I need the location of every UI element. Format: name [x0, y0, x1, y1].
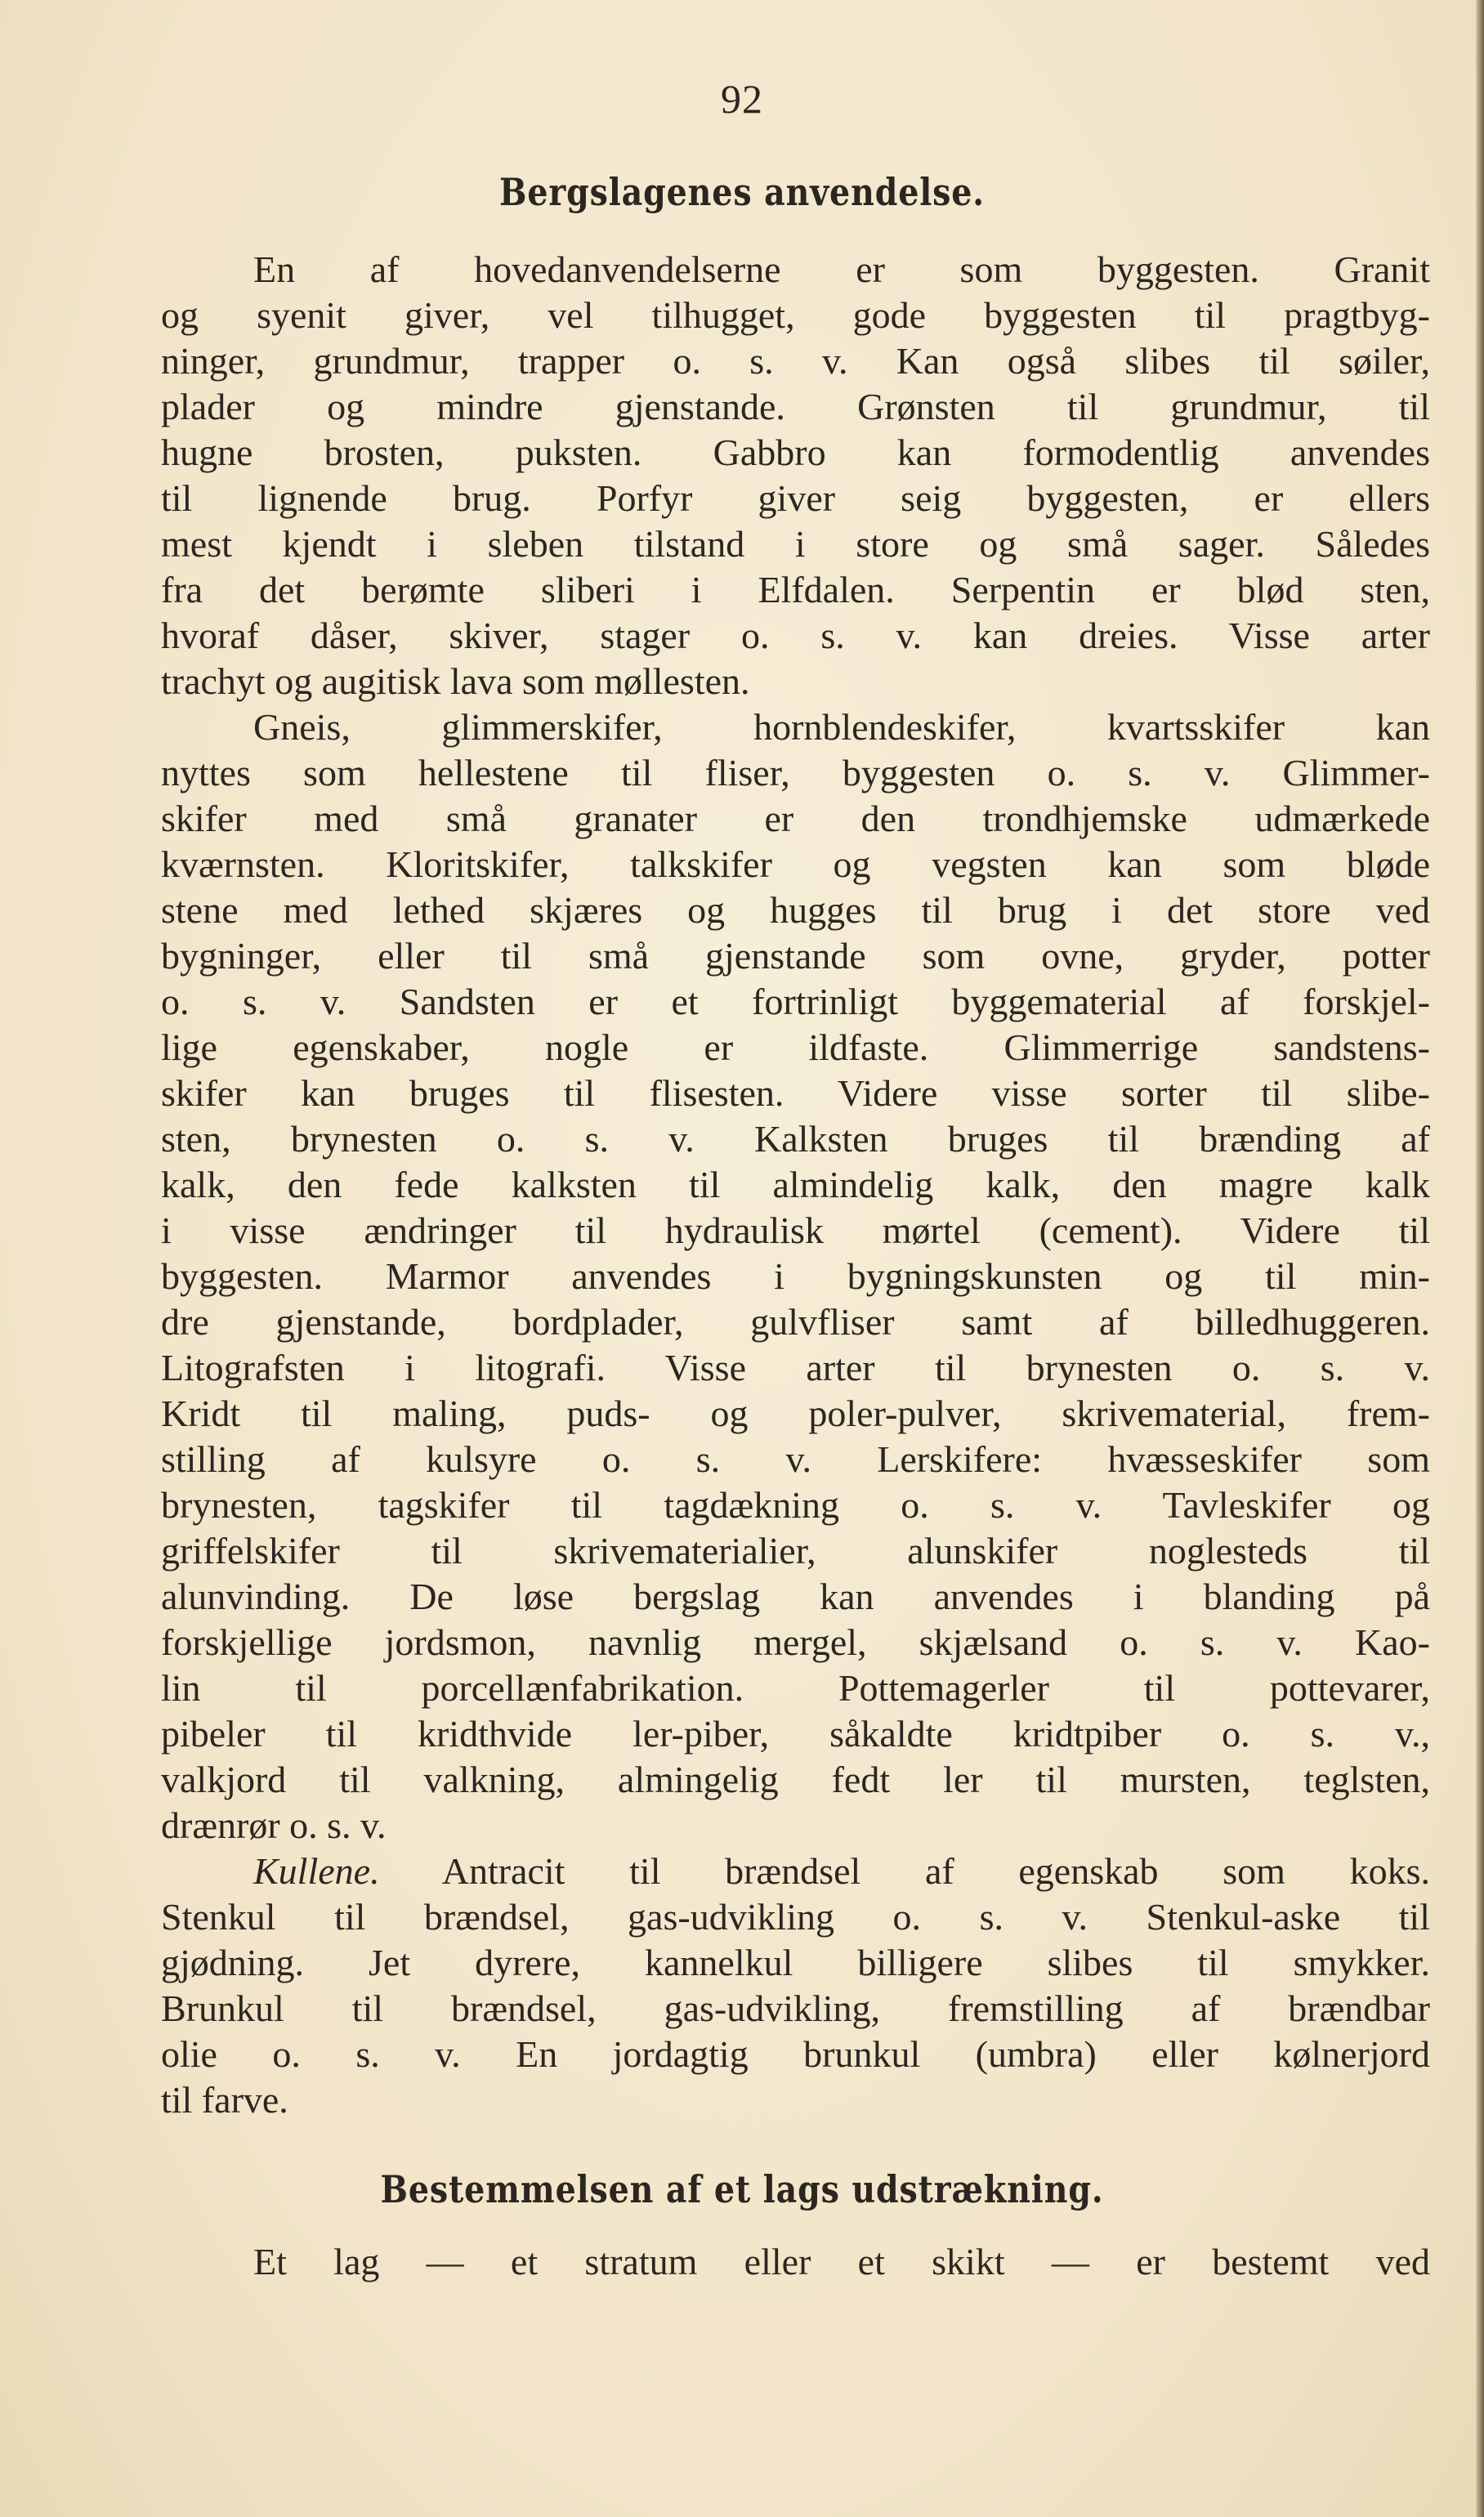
text-line: Kridt til maling, puds- og poler-pulver, skrivematerial, frem-	[161, 1393, 1430, 1434]
text-line: gjødning. Jet dyrere, kannelkul billigere slibes til smykker.	[161, 1942, 1430, 1983]
page-number: 92	[721, 76, 763, 122]
text-line: kalk, den fede kalksten til almindelig kalk, den magre kalk	[161, 1164, 1430, 1205]
text-line: drænrør o. s. v.	[161, 1804, 387, 1846]
text-line: hvoraf dåser, skiver, stager o. s. v. kan dreies. Visse arter	[161, 615, 1430, 656]
kullene-label: Kullene.	[253, 1850, 380, 1892]
text-line: brynesten, tagskifer til tagdækning o. s. v. Tavleskifer og	[161, 1484, 1430, 1526]
text-line: pibeler til kridthvide ler-piber, såkaldte kridtpiber o. s. v.,	[161, 1713, 1430, 1755]
text-line: bygninger, eller til små gjenstande som ovne, gryder, potter	[161, 935, 1430, 977]
text-line: forskjellige jordsmon, navnlig mergel, skjælsand o. s. v. Kao-	[161, 1621, 1430, 1663]
text-line: stene med lethed skjæres og hugges til brug i det store ved	[161, 889, 1430, 931]
text-line: En af hovedanvendelserne er som byggesten. Granit	[253, 248, 1430, 290]
page-edge-shadow	[1476, 0, 1484, 2517]
section-heading-udstraekning: Bestemmelsen af et lags udstrækning.	[380, 2167, 1104, 2211]
section-heading-anvendelse: Bergslagenes anvendelse.	[499, 170, 985, 214]
text-line: i visse ændringer til hydraulisk mørtel (cement). Videre til	[161, 1209, 1430, 1251]
text-line-kullene	[253, 1849, 1430, 1894]
text-line: byggesten. Marmor anvendes i bygningskunsten og til min-	[161, 1255, 1430, 1297]
text-line: lin til porcellænfabrikation. Pottemagerler til pottevarer,	[161, 1667, 1430, 1709]
text-line: plader og mindre gjenstande. Grønsten til grundmur, til	[161, 386, 1430, 427]
text-line: fra det berømte sliberi i Elfdalen. Serpentin er blød sten,	[161, 569, 1430, 610]
text-line: Stenkul til brændsel, gas-udvikling o. s. v. Stenkul-aske til	[161, 1896, 1430, 1938]
text-line: skifer kan bruges til flisesten. Videre visse sorter til slibe-	[161, 1072, 1430, 1114]
text-line: mest kjendt i sleben tilstand i store og små sager. Således	[161, 523, 1430, 565]
text-line: til farve.	[161, 2079, 288, 2121]
text-line: dre gjenstande, bordplader, gulvfliser samt af billedhuggeren.	[161, 1301, 1430, 1343]
text-line: olie o. s. v. En jordagtig brunkul (umbra) eller kølnerjord	[161, 2033, 1430, 2075]
text-line: lige egenskaber, nogle er ildfaste. Glimmerrige sandstens-	[161, 1026, 1430, 1068]
text-line: o. s. v. Sandsten er et fortrinligt byggematerial af forskjel-	[161, 981, 1430, 1022]
text-line: sten, brynesten o. s. v. Kalksten bruges til brænding af	[161, 1118, 1430, 1160]
text-line: hugne brosten, puksten. Gabbro kan formodentlig anvendes	[161, 431, 1430, 473]
text-line-rest: Antracit til brændsel af egenskab som koks.	[441, 1850, 1430, 1892]
text-line: og syenit giver, vel tilhugget, gode byggesten til pragtbyg-	[161, 294, 1430, 336]
text-line: valkjord til valkning, almingelig fedt ler til mursten, teglsten,	[161, 1759, 1430, 1800]
text-line: ninger, grundmur, trapper o. s. v. Kan også slibes til søiler,	[161, 340, 1430, 382]
text-line: Brunkul til brændsel, gas-udvikling, fremstilling af brændbar	[161, 1987, 1430, 2029]
text-line: skifer med små granater er den trondhjemske udmærkede	[161, 798, 1430, 839]
text-line: nyttes som hellestene til fliser, byggesten o. s. v. Glimmer-	[161, 752, 1430, 794]
text-line: trachyt og augitisk lava som møllesten.	[161, 660, 750, 702]
text-line: griffelskifer til skrivematerialier, alunskifer noglesteds til	[161, 1530, 1430, 1571]
text-line: alunvinding. De løse bergslag kan anvendes i blanding på	[161, 1576, 1430, 1617]
text-line: stilling af kulsyre o. s. v. Lerskifere: hvæsseskifer som	[161, 1438, 1430, 1480]
text-line: kværnsten. Kloritskifer, talkskifer og vegsten kan som bløde	[161, 843, 1430, 885]
text-line: Gneis, glimmerskifer, hornblendeskifer, kvartsskifer kan	[253, 706, 1430, 748]
text-line: Litografsten i litografi. Visse arter til brynesten o. s. v.	[161, 1347, 1430, 1388]
text-line: til lignende brug. Porfyr giver seig byggesten, er ellers	[161, 477, 1430, 519]
text-line: Et lag — et stratum eller et skikt — er bestemt ved	[253, 2241, 1430, 2282]
